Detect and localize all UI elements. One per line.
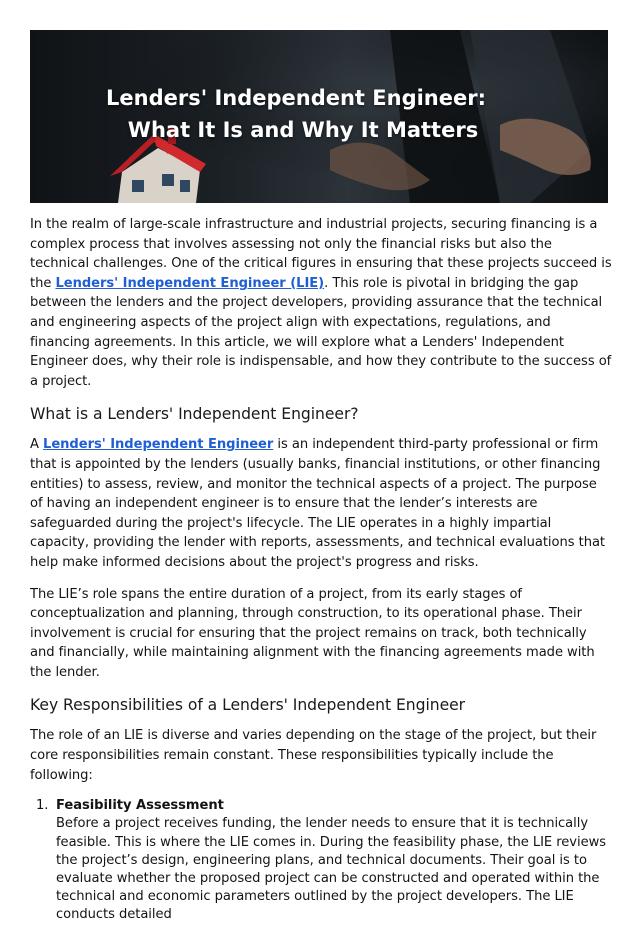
title-line-2: What It Is and Why It Matters: [127, 118, 479, 142]
intro-paragraph: [30, 215, 612, 391]
lenders-independent-engineer-link[interactable]: Lenders' Independent Engineer: [43, 437, 274, 453]
responsibilities-list: [30, 797, 612, 924]
title-line-1: Lenders' Independent Engineer:: [106, 86, 486, 110]
list-item-text: Before a project receives funding, the lender needs to ensure that it is technically feasible. This is where the LIE comes in. During the feasibility phase, the LIE reviews the project’s design, engineering plans, and technical documents. Their goal is to evaluate whether the proposed project can be constructed and operated within the technical and economic parameters outlined by the project developers. The LIE conducts detailed: [56, 816, 606, 923]
intro-text-before: In the realm of large-scale infrastructure and industrial projects, securing financing is a complex process that involves assessing not only the financial risks but also the technical challenges. One of the critical figures in ensuring that these projects succeed is the: [30, 217, 612, 291]
intro-text-after: . This role is pivotal in bridging the gap between the lenders and the project developers, providing assurance that the technical and engineering aspects of the project align with expectations, regulations, and financing agreements. In this article, we will explore what a Lenders' Independent Engineer does, why their role is indispensable, and how they contribute to the success of a project.: [30, 275, 612, 389]
list-item-number: 1.: [36, 798, 49, 814]
responsibilities-intro: The role of an LIE is diverse and varies depending on the stage of the project, but their core responsibilities remain constant. These responsibilities typically include the following:: [30, 728, 597, 783]
list-item: [30, 797, 612, 924]
list-item-title: Feasibility Assessment: [56, 798, 224, 814]
section-heading-what-is: What is a Lenders' Independent Engineer?: [30, 405, 359, 424]
hero-banner: [30, 30, 608, 203]
section-heading-responsibilities: Key Responsibilities of a Lenders' Independent Engineer: [30, 696, 466, 715]
role-paragraph: The LIE’s role spans the entire duration of a project, from its early stages of conceptualization and planning, through construction, to its operational phase. Their involvement is crucial for ensuring that the project remains on track, both technically and financially, while maintaining alignment with the financing agreements made with the lender.: [30, 586, 595, 680]
article-body: [30, 215, 612, 925]
lie-link[interactable]: Lenders' Independent Engineer (LIE): [55, 275, 325, 291]
page-title: [30, 82, 608, 146]
definition-text-before: A: [30, 437, 44, 453]
definition-text-after: is an independent third-party professional or firm that is appointed by the lenders (usually banks, financial institutions, or other financing entities) to assess, review, and monitor the technical aspects of a project. The purpose of having an independent engineer is to ensure that the lender’s interests are safeguarded during the project's lifecycle. The LIE operates in a highly impartial capacity, providing the lender with reports, assessments, and technical evaluations that help make informed decisions about the project's progress and risks.: [30, 437, 606, 570]
definition-paragraph: [30, 435, 612, 572]
